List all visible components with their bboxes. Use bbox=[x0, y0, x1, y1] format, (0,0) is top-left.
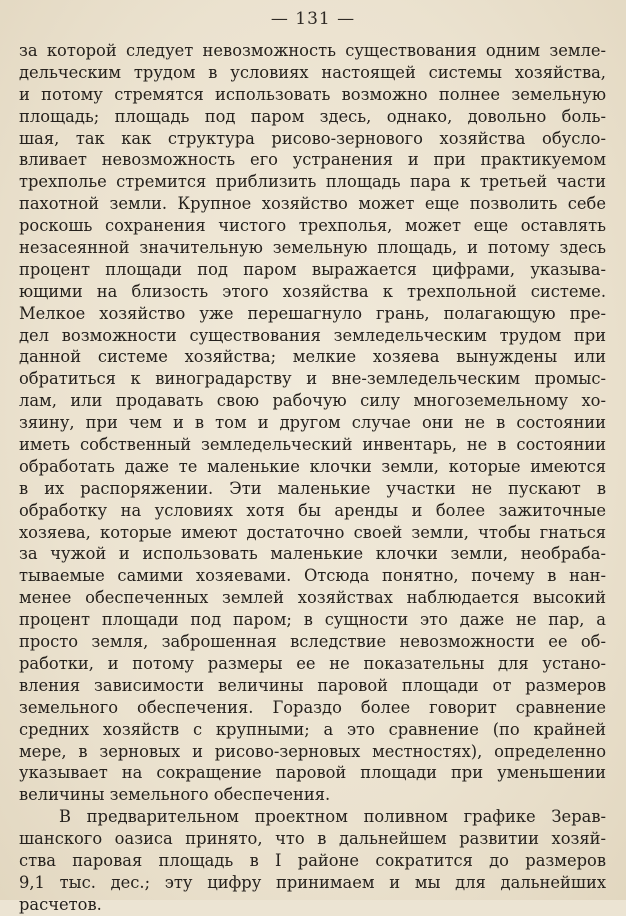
text-line: процент площади под паром выражается цифрами, указыва- bbox=[19, 259, 606, 279]
text-line: дел возможности существования земледельческим трудом при bbox=[19, 325, 606, 345]
text-line: ства паровая площадь в I районе сократится до размеров bbox=[19, 850, 606, 870]
text-line: Мелкое хозяйство уже перешагнуло грань, полагающую пре- bbox=[19, 303, 606, 323]
text-line: обработать даже те маленькие клочки земли, которые имеются bbox=[19, 456, 606, 476]
text-line: тываемые самими хозяевами. Отсюда понятно, почему в нан- bbox=[19, 566, 606, 586]
text-line: роскошь сохранения чистого трехполья, может еще оставлять bbox=[19, 216, 606, 236]
page-number: — 131 — bbox=[270, 9, 356, 29]
text-line: 9,1 тыс. дес.; эту цифру принимаем и мы для дальнейших bbox=[19, 872, 606, 892]
text-line: шая, так как структура рисово-зернового хозяйства обусло- bbox=[19, 128, 606, 148]
text-line: обратиться к виноградарству и вне-земледельческим промыс- bbox=[19, 369, 606, 389]
text-line: за которой следует невозможность существования одним земле- bbox=[19, 41, 606, 60]
text-line: лам, или продавать свою рабочую силу многоземельному хо- bbox=[19, 391, 606, 411]
text-line: зяину, при чем и в том и другом случае они не в состоянии bbox=[19, 413, 606, 433]
text-line: в их распоряжении. Эти маленькие участки не пускают в bbox=[19, 478, 606, 498]
text-line: менее обеспеченных землей хозяйствах наблюдается высокий bbox=[19, 588, 606, 608]
text-line: процент площади под паром; в сущности это даже не пар, а bbox=[19, 610, 606, 630]
text-line: величины земельного обеспечения. bbox=[19, 785, 331, 805]
text-line: незасеянной значительную земельную площадь, и потому здесь bbox=[19, 238, 606, 258]
text-line: пахотной земли. Крупное хозяйство может еще позволить себе bbox=[19, 194, 606, 214]
text-line: обработку на условиях хотя бы аренды и более зажиточные bbox=[19, 500, 606, 520]
text-line: трехполье стремится приблизить площадь пара к третьей части bbox=[19, 172, 606, 192]
text-line: мере, в зерновых и рисово-зерновых местностях), определенно bbox=[19, 741, 606, 761]
paragraph-first-line: В предварительном проектном поливном графике Зерав- bbox=[59, 807, 606, 827]
text-line: указывает на сокращение паровой площади при уменьшении bbox=[19, 763, 606, 783]
text-line: земельного обеспечения. Гораздо более говорит сравнение bbox=[19, 697, 606, 717]
text-line: шанского оазиса принято, что в дальнейшем развитии хозяй- bbox=[19, 829, 606, 849]
text-line: просто земля, заброшенная вследствие невозможности ее об- bbox=[19, 632, 606, 652]
text-line: площадь; площадь под паром здесь, однако, довольно боль- bbox=[19, 106, 606, 126]
text-line: и потому стремятся использовать возможно полнее земельную bbox=[19, 84, 606, 104]
text-line: данной системе хозяйства; мелкие хозяева вынуждены или bbox=[19, 347, 606, 367]
text-line: вления зависимости величины паровой площади от размеров bbox=[19, 675, 606, 695]
text-line: хозяева, которые имеют достаточно своей земли, чтобы гнаться bbox=[19, 522, 606, 542]
text-line: средних хозяйств с крупными; а это сравнение (по крайней bbox=[19, 719, 606, 739]
text-line: работки, и потому размеры ее не показательны для устано- bbox=[19, 653, 606, 673]
text-line: вливает невозможность его устранения и при практикуемом bbox=[19, 150, 606, 170]
body-text bbox=[19, 40, 606, 916]
text-line: ющими на близость этого хозяйства к трехпольной системе. bbox=[19, 281, 606, 301]
text-line: за чужой и использовать маленькие клочки земли, необраба- bbox=[19, 544, 606, 564]
text-line: расчетов. bbox=[19, 894, 102, 914]
text-line: дельческим трудом в условиях настоящей системы хозяйства, bbox=[19, 62, 606, 82]
text-line: иметь собственный земледельческий инвентарь, не в состоянии bbox=[19, 435, 606, 455]
